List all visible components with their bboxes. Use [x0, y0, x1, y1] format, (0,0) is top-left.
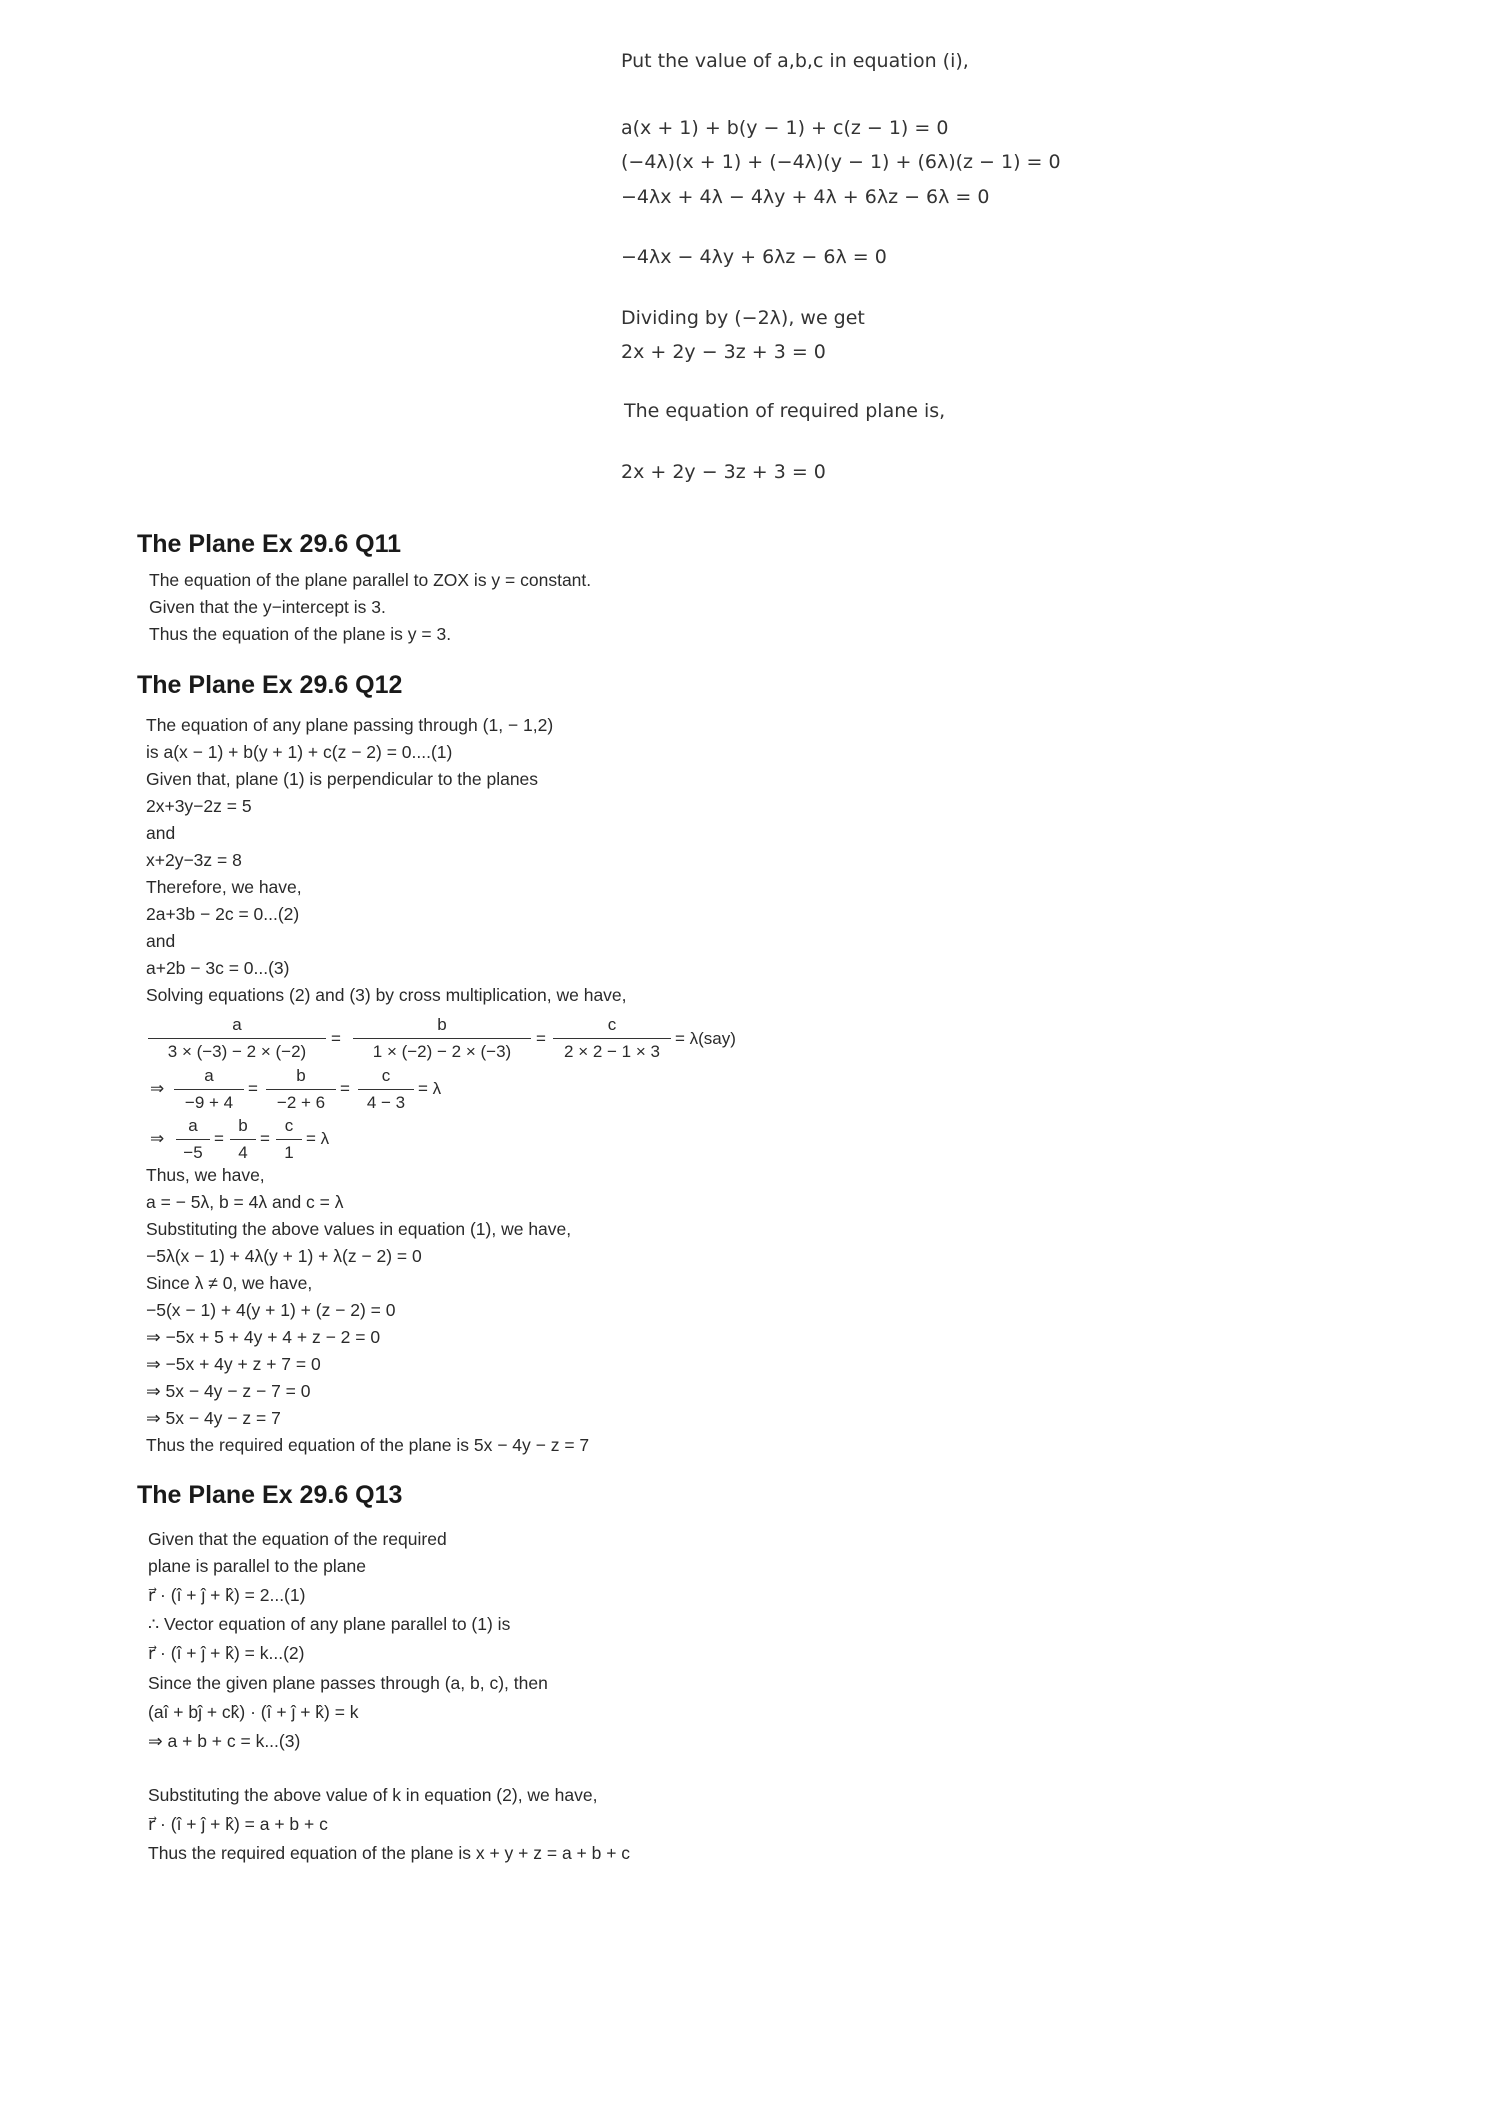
fraction-b — [353, 1015, 531, 1062]
text-line: Substituting the above values in equation (1), we have, — [146, 1219, 572, 1239]
equation-line: −4λx − 4λy + 6λz − 6λ = 0 — [621, 246, 887, 268]
fraction-b — [230, 1116, 256, 1163]
text-line: ⇒ −5x + 5 + 4y + 4 + z − 2 = 0 — [146, 1327, 381, 1347]
section-heading: The Plane Ex 29.6 Q13 — [137, 1481, 403, 1509]
section-heading: The Plane Ex 29.6 Q11 — [137, 530, 402, 558]
text-line: a = − 5λ, b = 4λ and c = λ — [146, 1192, 344, 1212]
equals-sign: = — [260, 1129, 270, 1148]
equation-line: a(x + 1) + b(y − 1) + c(z − 1) = 0 — [621, 117, 949, 139]
text-line: Since λ ≠ 0, we have, — [146, 1273, 313, 1293]
fraction-c — [276, 1116, 302, 1163]
text-line: Therefore, we have, — [146, 877, 302, 897]
vector-equation: r⃗ · (î + ĵ + k̂) = 2...(1) — [148, 1585, 306, 1605]
equals-lambda: = λ — [306, 1129, 330, 1148]
fraction-denominator: 4 − 3 — [358, 1089, 414, 1113]
fraction-denominator: −2 + 6 — [266, 1089, 336, 1113]
text-line: Solving equations (2) and (3) by cross multiplication, we have, — [146, 985, 627, 1005]
section-heading: The Plane Ex 29.6 Q12 — [137, 671, 403, 699]
text-line: Thus the required equation of the plane is 5x − 4y − z = 7 — [146, 1435, 590, 1455]
equals-sign: = — [536, 1029, 546, 1048]
fraction-a — [176, 1116, 210, 1163]
text-line: 2x+3y−2z = 5 — [146, 796, 252, 816]
fraction-denominator: 4 — [230, 1139, 256, 1163]
equation-line: 2x + 2y − 3z + 3 = 0 — [621, 461, 826, 483]
text-line: ⇒ a + b + c = k...(3) — [148, 1731, 301, 1751]
text-line: The equation of the plane parallel to ZOX is y = constant. — [149, 570, 592, 590]
vector-equation: (aî + bĵ + ck̂) · (î + ĵ + k̂) = k — [148, 1702, 359, 1722]
text-line: −5(x − 1) + 4(y + 1) + (z − 2) = 0 — [146, 1300, 396, 1320]
fraction-numerator: b — [296, 1066, 306, 1085]
fraction-denominator: 1 — [276, 1139, 302, 1163]
fraction-numerator: b — [437, 1015, 447, 1034]
equation-line: 2x + 2y − 3z + 3 = 0 — [621, 341, 826, 363]
fraction-numerator: c — [607, 1015, 617, 1034]
fraction-c — [553, 1015, 671, 1062]
continuation-intro: Put the value of a,b,c in equation (i), — [621, 50, 969, 72]
text-line: Substituting the above value of k in equation (2), we have, — [148, 1785, 598, 1805]
fraction-numerator: a — [204, 1066, 214, 1085]
vector-equation: r⃗ · (î + ĵ + k̂) = a + b + c — [148, 1814, 328, 1834]
text-line: plane is parallel to the plane — [148, 1556, 366, 1576]
text-line: and — [146, 931, 176, 951]
text-line: a+2b − 3c = 0...(3) — [146, 958, 290, 978]
text-line: Since the given plane passes through (a, b, c), then — [148, 1673, 548, 1693]
fraction-denominator: −9 + 4 — [174, 1089, 244, 1113]
fraction-denominator: −5 — [176, 1139, 210, 1163]
text-line: Given that the y−intercept is 3. — [149, 597, 386, 617]
fraction-numerator: c — [284, 1116, 294, 1135]
text-line: x+2y−3z = 8 — [146, 850, 242, 870]
equation-line: (−4λ)(x + 1) + (−4λ)(y − 1) + (6λ)(z − 1) = 0 — [621, 151, 1061, 173]
equation-line: −4λx + 4λ − 4λy + 4λ + 6λz − 6λ = 0 — [621, 186, 990, 208]
implies-arrow: ⇒ — [150, 1079, 165, 1098]
text-line: and — [146, 823, 176, 843]
fraction-denominator: 2 × 2 − 1 × 3 — [553, 1038, 671, 1062]
text-line: Thus the required equation of the plane is x + y + z = a + b + c — [148, 1843, 631, 1863]
text-line: ⇒ 5x − 4y − z − 7 = 0 — [146, 1381, 311, 1401]
fraction-numerator: a — [188, 1116, 198, 1135]
fraction-numerator: c — [381, 1066, 391, 1085]
text-line: ⇒ −5x + 4y + z + 7 = 0 — [146, 1354, 321, 1374]
lambda-say: = λ(say) — [675, 1029, 736, 1048]
vector-equation: r⃗ · (î + ĵ + k̂) = k...(2) — [148, 1643, 305, 1663]
text-line: Thus the equation of the plane is y = 3. — [149, 624, 452, 644]
equals-sign: = — [331, 1029, 341, 1048]
fraction-a — [148, 1015, 326, 1062]
dividing-text: Dividing by (−2λ), we get — [621, 307, 865, 329]
equals-lambda: = λ — [418, 1079, 442, 1098]
text-line: ⇒ 5x − 4y − z = 7 — [146, 1408, 281, 1428]
fraction-numerator: b — [238, 1116, 248, 1135]
text-line: Given that the equation of the required — [148, 1529, 447, 1549]
fraction-denominator: 3 × (−3) − 2 × (−2) — [148, 1038, 326, 1062]
text-line: 2a+3b − 2c = 0...(2) — [146, 904, 300, 924]
fraction-c — [358, 1066, 414, 1113]
fraction-b — [266, 1066, 336, 1113]
equals-sign: = — [214, 1129, 224, 1148]
equals-sign: = — [340, 1079, 350, 1098]
text-line: Thus, we have, — [146, 1165, 265, 1185]
fraction-numerator: a — [232, 1015, 242, 1034]
text-line: Given that, plane (1) is perpendicular to the planes — [146, 769, 539, 789]
text-line: −5λ(x − 1) + 4λ(y + 1) + λ(z − 2) = 0 — [146, 1246, 422, 1266]
text-line: ∴ Vector equation of any plane parallel to (1) is — [148, 1614, 511, 1634]
implies-arrow: ⇒ — [150, 1129, 165, 1148]
text-line: is a(x − 1) + b(y + 1) + c(z − 2) = 0....(1) — [146, 742, 453, 762]
fraction-denominator: 1 × (−2) − 2 × (−3) — [353, 1038, 531, 1062]
text-line: The equation of any plane passing through (1, − 1,2) — [146, 715, 554, 735]
fraction-a — [174, 1066, 244, 1113]
required-plane-text: The equation of required plane is, — [624, 400, 946, 422]
equals-sign: = — [248, 1079, 258, 1098]
